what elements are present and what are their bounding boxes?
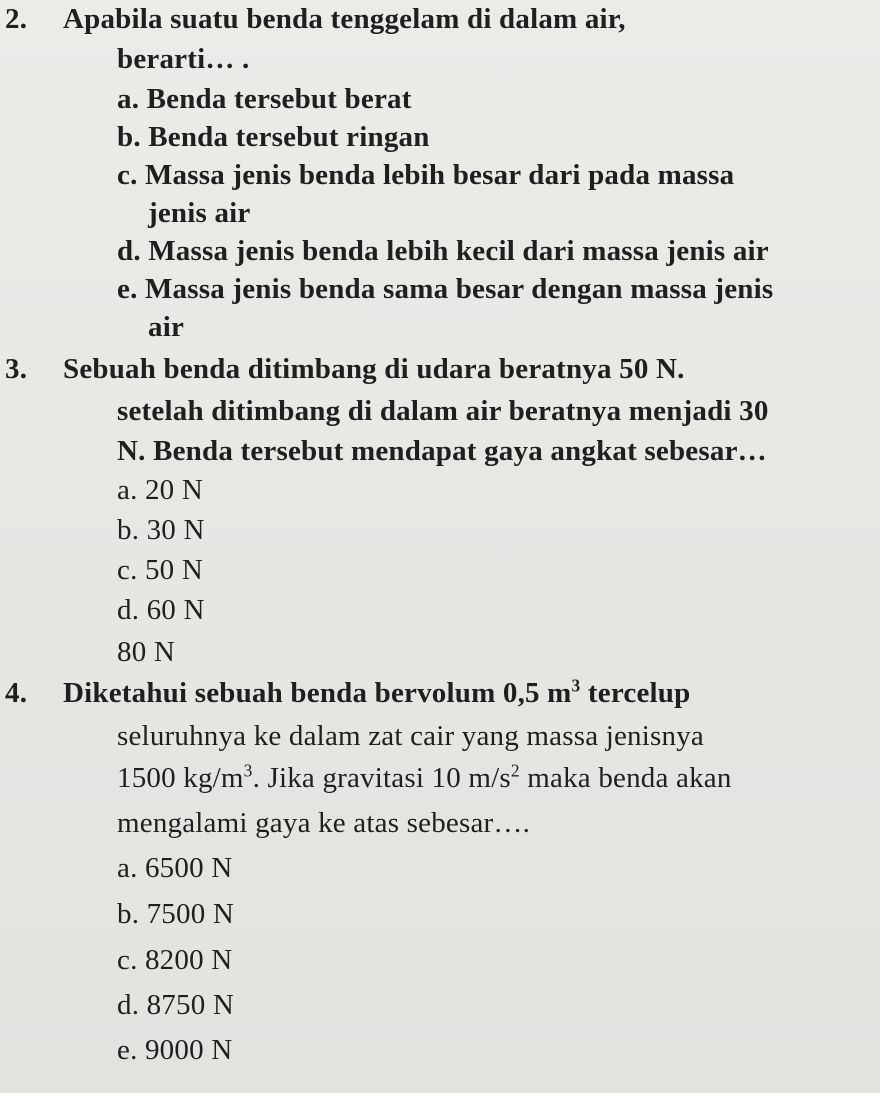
question-4-option-c: c. 8200 N <box>117 944 233 976</box>
question-3-stem-line-2: setelah ditimbang di dalam air beratnya menjadi 30 <box>117 395 769 427</box>
question-3-stem-line-3: N. Benda tersebut mendapat gaya angkat sebesar… <box>117 435 767 467</box>
question-2-number: 2. <box>5 3 28 35</box>
question-3-option-c: c. 50 N <box>117 554 203 586</box>
question-2-option-d: d. Massa jenis benda lebih kecil dari massa jenis air <box>117 235 769 267</box>
question-4-stem-line-2: seluruhnya ke dalam zat cair yang massa jenisnya <box>117 720 704 752</box>
question-3-option-e: 80 N <box>117 636 175 668</box>
question-3-option-a: a. 20 N <box>117 474 203 506</box>
question-3-option-b: b. 30 N <box>117 514 205 546</box>
question-4-option-a: a. 6500 N <box>117 852 233 884</box>
question-2-option-e-line-1: e. Massa jenis benda sama besar dengan massa jenis <box>117 273 774 305</box>
question-4-stem-line-4: mengalami gaya ke atas sebesar…. <box>117 807 531 839</box>
question-2-option-e-line-2: air <box>148 311 185 343</box>
question-4-stem-line-1: Diketahui sebuah benda bervolum 0,5 $m^3$ tercelup <box>63 675 691 709</box>
question-2-option-c-line-2: jenis air <box>148 197 251 229</box>
question-4-option-d: d. 8750 N <box>117 989 234 1021</box>
question-4-option-b: b. 7500 N <box>117 898 234 930</box>
question-4-option-e: e. 9000 N <box>117 1034 233 1066</box>
question-3-stem-line-1: Sebuah benda ditimbang di udara beratnya 50 N. <box>63 353 685 385</box>
question-3-number: 3. <box>5 353 28 385</box>
question-4-stem-line-3: 1500 $kg/m^3$. Jika gravitasi 10 $m/s^2$ maka benda akan <box>117 760 732 794</box>
question-2-option-b: b. Benda tersebut ringan <box>117 121 430 153</box>
question-3-option-d: d. 60 N <box>117 594 205 626</box>
question-2-option-a: a. Benda tersebut berat <box>117 83 412 115</box>
question-2-option-c-line-1: c. Massa jenis benda lebih besar dari pada massa <box>117 159 735 191</box>
question-4-number: 4. <box>5 677 28 709</box>
question-2-stem-line-1: Apabila suatu benda tenggelam di dalam air, <box>63 3 626 35</box>
question-2-stem-line-2: berarti… . <box>117 43 250 75</box>
